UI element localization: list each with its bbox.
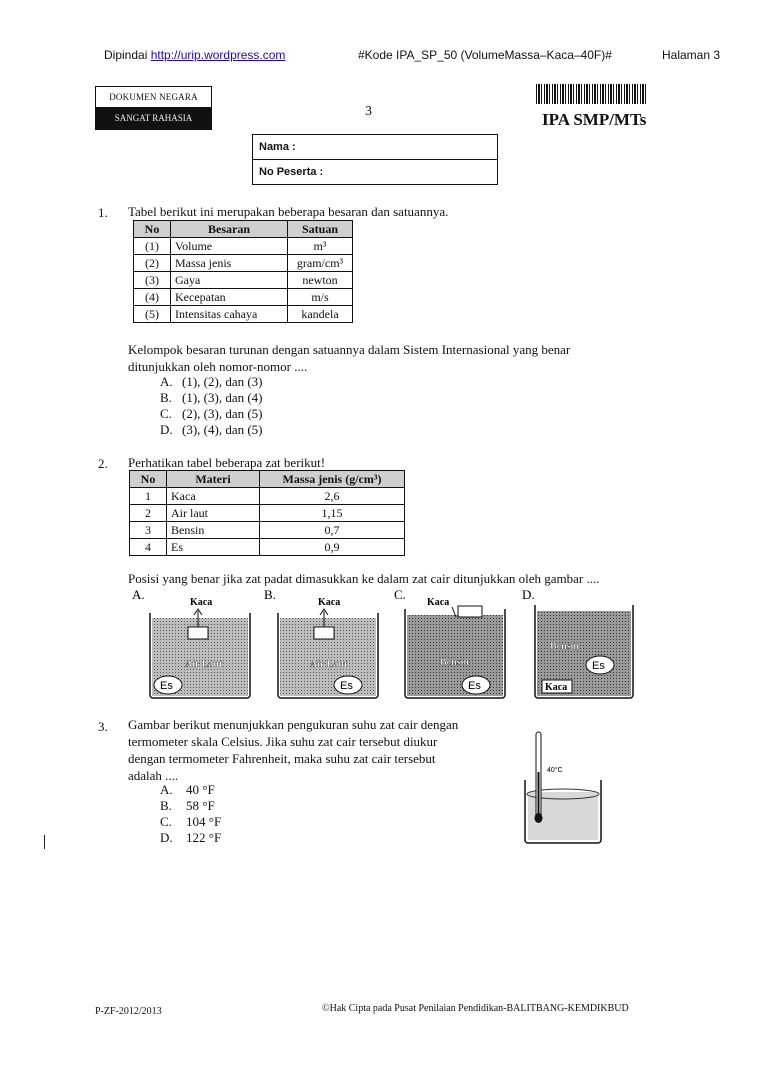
option-b[interactable]: B. (1), (3), dan (4) <box>160 390 263 405</box>
table-cell: m/s <box>288 289 353 306</box>
table-cell: newton <box>288 272 353 289</box>
es-label: Es <box>160 680 173 692</box>
table-cell: Kaca <box>167 488 260 505</box>
q3-number: 3. <box>98 719 108 734</box>
table-cell: Air laut <box>167 505 260 522</box>
q1-number: 1. <box>98 205 108 220</box>
q1-question: Kelompok besaran turunan dengan satuannya dalam Sistem Internasional yang benar ditunjukkan oleh nomor-nomor .... <box>128 342 571 374</box>
table-cell: m³ <box>288 238 353 255</box>
kaca-block <box>188 627 208 639</box>
figure-d[interactable] <box>522 587 633 698</box>
table-header-row <box>134 221 353 238</box>
q2-question: Posisi yang benar jika zat padat dimasukkan ke dalam zat cair ditunjukkan oleh gambar .... <box>128 571 600 586</box>
name-field[interactable]: Nama : <box>259 141 296 153</box>
option-b[interactable]: B. 58 °F <box>160 798 215 813</box>
classification-top: DOKUMEN NEGARA <box>96 87 211 107</box>
page-label: Halaman 3 <box>662 48 721 62</box>
table-row <box>134 238 353 255</box>
table-header: Massa jenis (g/cm³) <box>260 471 405 488</box>
liquid-label: Air Laut <box>185 659 223 670</box>
es-label: Es <box>468 680 481 692</box>
figure-c-letter: C. <box>394 587 406 602</box>
barcode-icon <box>536 84 648 104</box>
option-a[interactable]: A. 40 °F <box>160 782 215 797</box>
option-c[interactable]: C. 104 °F <box>160 814 222 829</box>
table-cell: Volume <box>171 238 288 255</box>
q1-options <box>160 374 263 438</box>
kaca-block <box>458 606 482 617</box>
footer-copyright: ©Hak Cipta pada Pusat Penilaian Pendidikan-BALITBANG-KEMDIKBUD <box>322 1003 629 1014</box>
option-d[interactable]: D. (3), (4), dan (5) <box>160 422 263 437</box>
peserta-field[interactable]: No Peserta : <box>253 159 497 184</box>
table-cell: 3 <box>130 522 167 539</box>
option-d[interactable]: D. 122 °F <box>160 830 222 845</box>
liquid-label: Air Laut <box>310 659 348 670</box>
page-number: 3 <box>365 104 372 119</box>
table-cell: Kecepatan <box>171 289 288 306</box>
table-header: Materi <box>167 471 260 488</box>
classification-box <box>95 86 212 130</box>
table-cell: (4) <box>134 289 171 306</box>
table-row <box>134 255 353 272</box>
q1-prompt: Tabel berikut ini merupakan beberapa besaran dan satuannya. <box>128 204 449 219</box>
q3-options <box>160 782 221 846</box>
es-label: Es <box>340 680 353 692</box>
table-header-row <box>130 471 405 488</box>
table-cell: Gaya <box>171 272 288 289</box>
table-cell: Es <box>167 539 260 556</box>
solid-label: Kaca <box>318 597 341 608</box>
table-row <box>130 539 405 556</box>
figure-a-letter: A. <box>132 587 145 602</box>
identity-box <box>252 134 498 185</box>
table-cell: (1) <box>134 238 171 255</box>
table-cell: (3) <box>134 272 171 289</box>
table-cell: kandela <box>288 306 353 323</box>
figure-b-letter: B. <box>264 587 276 602</box>
footer-code: P-ZF-2012/2013 <box>95 1006 162 1017</box>
subject-title: IPA SMP/MTs <box>542 110 647 129</box>
es-label: Es <box>592 660 605 672</box>
table-cell: 4 <box>130 539 167 556</box>
table-row <box>130 505 405 522</box>
table-cell: 2 <box>130 505 167 522</box>
scan-note: Dipindai http://urip.wordpress.com <box>104 48 286 62</box>
table-header: No <box>130 471 167 488</box>
q3-question: Gambar berikut menunjukkan pengukuran suhu zat cair dengan termometer skala Celsius. Jika suhu zat cair tersebut diukur dengan termometer Fahrenheit, maka suhu zat cair tersebut adalah .... <box>128 717 459 783</box>
table-header: Satuan <box>288 221 353 238</box>
q2-number: 2. <box>98 456 108 471</box>
q1-table <box>133 220 353 323</box>
q2-prompt: Perhatikan tabel beberapa zat berikut! <box>128 455 326 470</box>
table-cell: 1 <box>130 488 167 505</box>
table-cell: (2) <box>134 255 171 272</box>
option-c[interactable]: C. (2), (3), dan (5) <box>160 406 263 421</box>
table-cell: gram/cm³ <box>288 255 353 272</box>
table-row <box>134 272 353 289</box>
table-cell: 0,7 <box>260 522 405 539</box>
q2-table <box>129 470 405 556</box>
liquid-label: Bensin <box>440 657 469 668</box>
table-cell: Intensitas cahaya <box>171 306 288 323</box>
solid-label: Kaca <box>545 682 568 693</box>
figure-d-letter: D. <box>522 587 535 602</box>
source-link[interactable]: http://urip.wordpress.com <box>150 48 286 62</box>
table-cell: Bensin <box>167 522 260 539</box>
table-row <box>130 488 405 505</box>
table-row <box>134 289 353 306</box>
classification-bottom: SANGAT RAHASIA <box>96 107 211 129</box>
table-cell: 1,15 <box>260 505 405 522</box>
table-cell: Massa jenis <box>171 255 288 272</box>
table-header: No <box>134 221 171 238</box>
option-a[interactable]: A. (1), (2), dan (3) <box>160 374 263 389</box>
thermometer-figure <box>515 728 615 846</box>
liquid-label: Bensin <box>550 641 579 652</box>
table-cell: 0,9 <box>260 539 405 556</box>
table-header: Besaran <box>171 221 288 238</box>
thermometer-mercury <box>538 772 540 816</box>
figure-b[interactable] <box>264 587 378 698</box>
table-row <box>130 522 405 539</box>
thermometer-reading: 40°C <box>547 767 563 774</box>
document-code: #Kode IPA_SP_50 (VolumeMassa–Kaca–40F)# <box>358 48 612 62</box>
margin-mark <box>44 835 45 849</box>
thermometer-bulb <box>535 813 543 823</box>
table-cell: 2,6 <box>260 488 405 505</box>
kaca-block <box>314 627 334 639</box>
figure-a[interactable] <box>132 587 250 698</box>
figure-c[interactable] <box>394 587 505 698</box>
q2-figures <box>130 585 640 700</box>
solid-label: Kaca <box>427 597 450 608</box>
table-cell: (5) <box>134 306 171 323</box>
solid-label: Kaca <box>190 597 213 608</box>
table-row <box>134 306 353 323</box>
